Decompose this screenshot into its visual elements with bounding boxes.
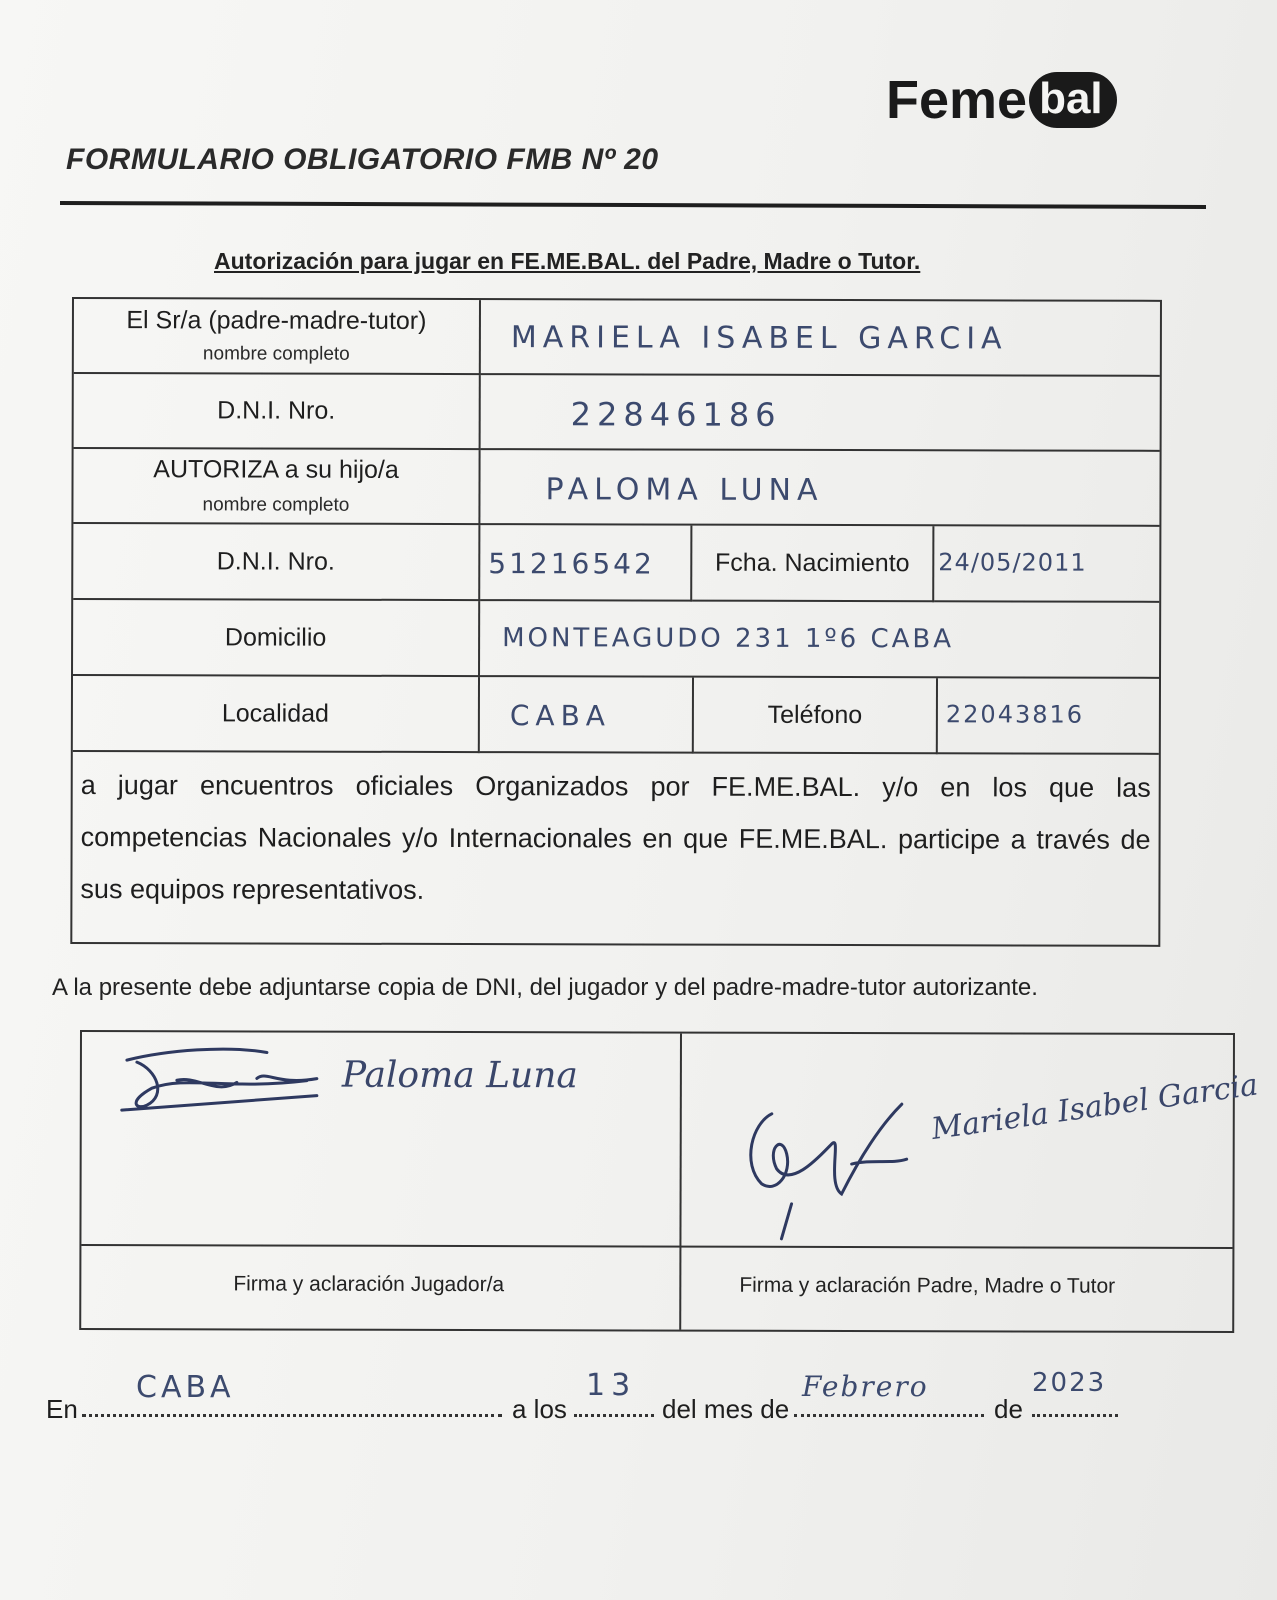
locality-cell[interactable] xyxy=(480,677,694,754)
phone-cell[interactable] xyxy=(938,678,1159,755)
logo-text-part2: bal xyxy=(1029,72,1117,128)
city-dotted-line xyxy=(82,1414,502,1417)
attachment-note: A la presente debe adjuntarse copia de DNI, del jugador y del padre-madre-tutor autorizante. xyxy=(52,974,1038,1001)
date-en-label: En xyxy=(46,1394,78,1424)
parent-dni-label-cell xyxy=(74,374,481,450)
birth-date-label-cell xyxy=(692,526,934,603)
locality-label: Localidad xyxy=(221,698,329,728)
parent-name-label: El Sr/a (padre-madre-tutor) xyxy=(126,306,427,335)
parent-dni-cell[interactable] xyxy=(481,375,1160,452)
month-dotted-line xyxy=(794,1414,984,1417)
signature-table xyxy=(79,1030,1261,1333)
address-label: Domicilio xyxy=(224,622,327,652)
date-line xyxy=(46,1368,1146,1436)
authorization-clause: a jugar encuentros oficiales Organizados por FE.ME.BAL. y/o en los que las competencias Nacionales y/o Internacionales en que FE.ME.BAL. participe a través de sus equipos representativos. xyxy=(80,770,1151,905)
child-dni-label: D.N.I. Nro. xyxy=(216,546,335,576)
child-dni-cell[interactable] xyxy=(480,525,692,602)
date-year-value[interactable]: 2023 xyxy=(1032,1368,1107,1398)
address-value: MONTEAGUDO 231 1º6 CABA xyxy=(502,623,955,655)
date-city-value[interactable]: CABA xyxy=(136,1370,235,1405)
phone-label: Teléfono xyxy=(767,700,863,729)
child-name-value: PALOMA LUNA xyxy=(545,472,824,508)
birth-date-label: Fcha. Nacimiento xyxy=(715,548,910,577)
parent-dni-label: D.N.I. Nro. xyxy=(217,396,336,425)
title-divider xyxy=(60,201,1206,209)
parent-name-label-cell xyxy=(74,299,481,375)
birth-date-cell[interactable] xyxy=(934,526,1159,603)
parent-signature-caption: Firma y aclaración Padre, Madre o Tutor xyxy=(739,1273,1116,1298)
player-signature-area[interactable] xyxy=(81,1032,680,1246)
child-dni-value: 51216542 xyxy=(488,547,655,581)
parent-signature-scribble xyxy=(731,1094,931,1245)
address-cell[interactable] xyxy=(480,601,1159,679)
form-subtitle: Autorización para jugar en FE.ME.BAL. del Padre, Madre o Tutor. xyxy=(214,248,921,274)
femebal-logo xyxy=(886,68,1117,132)
address-label-cell xyxy=(73,600,480,677)
player-signature-scribble xyxy=(107,1040,327,1121)
child-name-label-cell xyxy=(73,449,480,525)
date-month-label: del mes de xyxy=(662,1394,790,1424)
authorization-table xyxy=(70,297,1162,947)
parent-name-value: MARIELA ISABEL GARCIA xyxy=(510,320,1008,357)
phone-label-cell xyxy=(694,678,938,755)
locality-label-cell xyxy=(73,676,480,753)
date-year-label: de xyxy=(994,1394,1023,1424)
player-signature-caption: Firma y aclaración Jugador/a xyxy=(233,1272,505,1297)
year-dotted-line xyxy=(1032,1414,1118,1417)
parent-dni-value: 22846186 xyxy=(570,395,782,434)
logo-text-part1: Feme xyxy=(886,70,1028,130)
parent-name-sublabel: nombre completo xyxy=(202,343,350,365)
child-dni-label-cell xyxy=(73,524,480,601)
parent-signature-name: Mariela Isabel Garcia xyxy=(929,1067,1261,1148)
birth-date-value: 24/05/2011 xyxy=(938,548,1087,577)
parent-signature-area[interactable] xyxy=(681,1034,1261,1247)
player-signature-name: Paloma Luna xyxy=(341,1054,578,1097)
date-month-value[interactable]: Febrero xyxy=(802,1370,929,1403)
child-name-cell[interactable] xyxy=(480,450,1159,527)
date-a-los-label: a los xyxy=(512,1394,567,1424)
day-dotted-line xyxy=(574,1414,654,1417)
date-day-value[interactable]: 13 xyxy=(586,1368,637,1403)
form-title: FORMULARIO OBLIGATORIO FMB Nº 20 xyxy=(66,143,659,176)
parent-name-cell[interactable] xyxy=(481,300,1160,377)
locality-value: CABA xyxy=(509,699,612,733)
phone-value: 22043816 xyxy=(945,700,1085,729)
child-name-sublabel: nombre completo xyxy=(202,494,350,516)
child-name-label: AUTORIZA a su hijo/a xyxy=(153,455,399,484)
